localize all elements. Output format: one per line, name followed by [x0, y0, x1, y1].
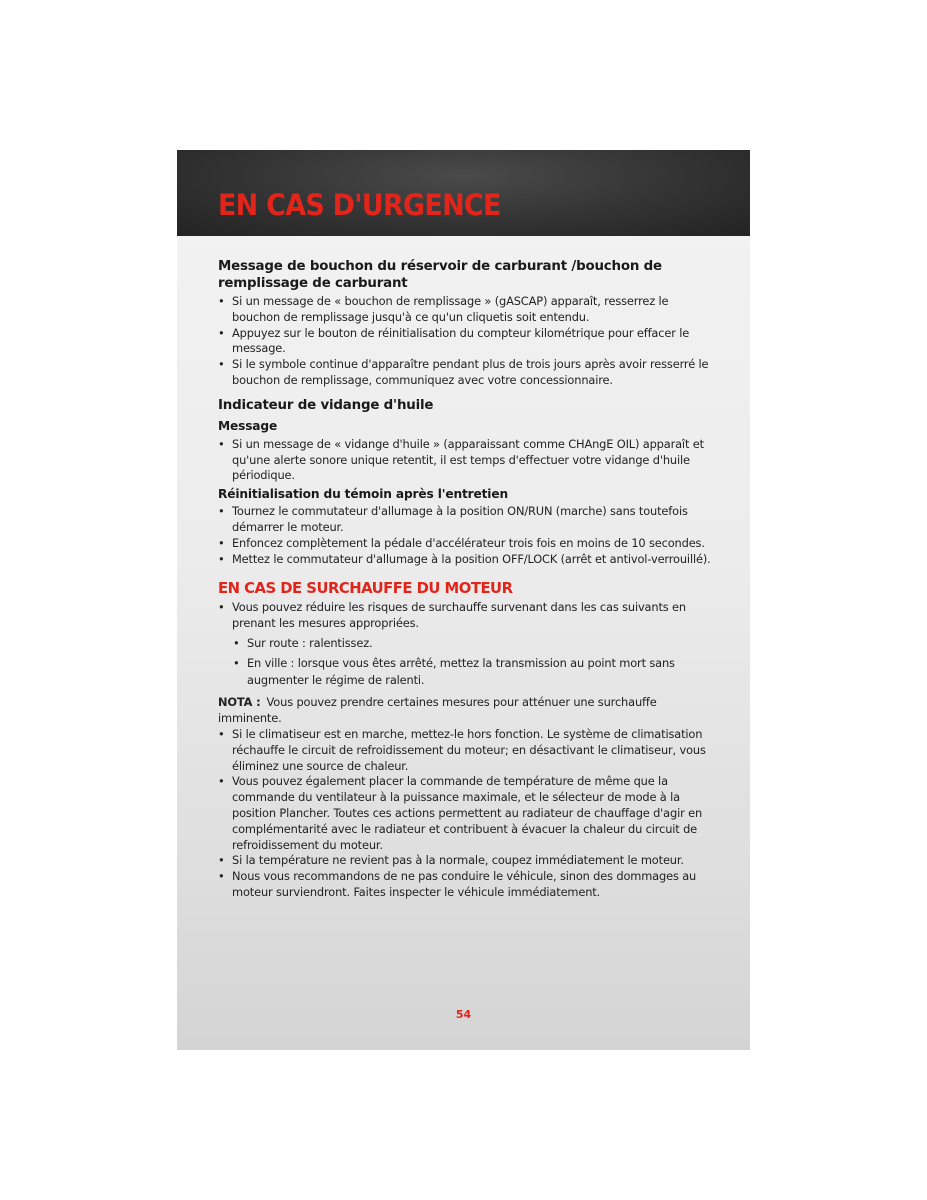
message-subheading: Message [218, 418, 278, 433]
reset-subheading: Réinitialisation du témoin après l'entretien [218, 487, 508, 502]
list-item: • Si le symbole continue d'apparaître pendant plus de trois jours après avoir resserré le bouchon de remplissage, communiquez avec votre concessionnaire. [218, 357, 709, 387]
list-item: • Enfoncez complètement la pédale d'accélérateur trois fois en moins de 10 secondes. [218, 535, 705, 550]
engine-overheating-heading: EN CAS DE SURCHAUFFE DU MOTEUR [218, 580, 513, 598]
overheat-intro-list [218, 600, 712, 632]
note-label: NOTA : [218, 695, 261, 710]
note-paragraph [218, 695, 712, 727]
oil-message-bullet-list [218, 437, 712, 484]
reset-bullet-list [218, 504, 712, 567]
list-item: • Si un message de « bouchon de remplissage » (gASCAP) apparaît, resserrez le bouchon de remplissage jusqu'à ce qu'un cliquetis soit entendu. [218, 294, 669, 324]
header-band [177, 150, 750, 236]
list-item: • Nous vous recommandons de ne pas conduire le véhicule, sinon des dommages au moteur surviendront. Faites inspecter le véhicule immédiatement. [218, 869, 697, 900]
list-item: • Si le climatiseur est en marche, mettez-le hors fonction. Le système de climatisation réchauffe le circuit de refroidissement du moteur; en désactivant le climatiseur, vous éliminez une source de chaleur. [218, 727, 706, 773]
list-item: • Sur route : ralentissez. [233, 635, 373, 650]
note-text: Vous pouvez prendre certaines mesures pour atténuer une surchauffe imminente. [218, 695, 657, 726]
page-number: 54 [455, 1008, 472, 1021]
page-content [218, 258, 712, 901]
list-item: • Si la température ne revient pas à la normale, coupez immédiatement le moteur. [218, 853, 684, 868]
overheat-sub-list [218, 635, 712, 689]
fuel-cap-bullet-list [218, 294, 712, 389]
page-title: EN CAS D'URGENCE [218, 188, 501, 222]
oil-change-indicator-heading: Indicateur de vidange d'huile [218, 397, 434, 413]
list-item: • Si un message de « vidange d'huile » (apparaissant comme CHAngE OIL) apparaît et qu'une alerte sonore unique retentit, il est temps d'effectuer votre vidange d'huile périodique. [218, 436, 704, 483]
manual-page [177, 150, 750, 1050]
list-item: • Vous pouvez réduire les risques de surchauffe survenant dans les cas suivants en prenant les mesures appropriées. [218, 600, 686, 631]
list-item: • Appuyez sur le bouton de réinitialisation du compteur kilométrique pour effacer le message. [218, 325, 690, 356]
list-item: • Tournez le commutateur d'allumage à la position ON/RUN (marche) sans toutefois démarrer le moteur. [218, 504, 688, 534]
list-item: • En ville : lorsque vous êtes arrêté, mettez la transmission au point mort sans augmenter le régime de ralenti. [233, 656, 675, 687]
fuel-cap-message-heading: Message de bouchon du réservoir de carburant /bouchon de remplissage de carburant [218, 259, 662, 291]
list-item: • Mettez le commutateur d'allumage à la position OFF/LOCK (arrêt et antivol-verrouillé). [218, 551, 711, 566]
overheat-bullet-list [218, 727, 712, 901]
list-item: • Vous pouvez également placer la commande de température de même que la commande du ventilateur à la puissance maximale, et le sélecteur de mode à la position Plancher. Toutes ces actions permettent au radiateur de chauffage d'agir en complémentarité avec le radiateur et contribuent à évacuer la chaleur du circuit de refroidissement du moteur. [218, 774, 703, 852]
